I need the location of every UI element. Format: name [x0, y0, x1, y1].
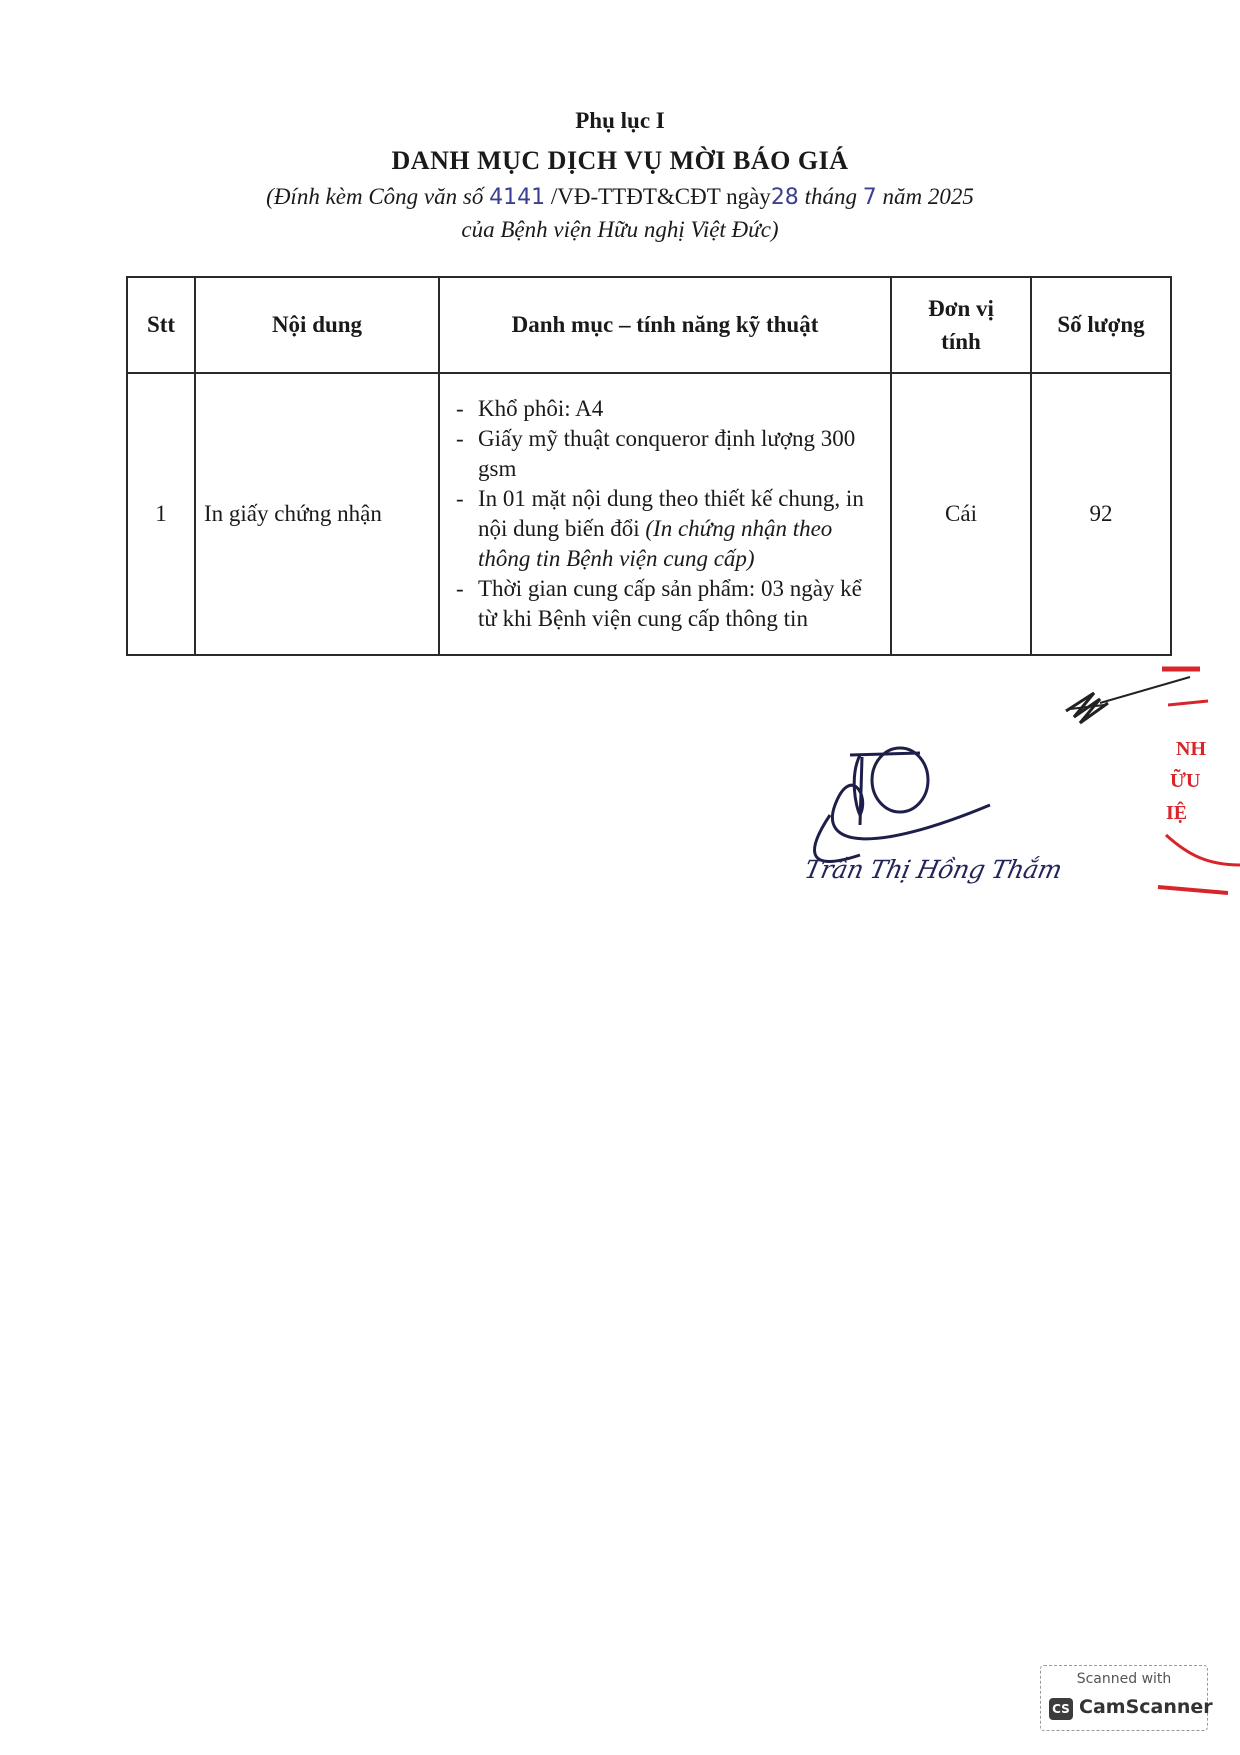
stamp-icon: [1148, 665, 1240, 895]
document-title: DANH MỤC DỊCH VỤ MỜI BÁO GIÁ: [391, 146, 849, 175]
month-label: tháng: [804, 184, 857, 209]
bullet-dash: -: [456, 426, 464, 451]
list-item: [448, 424, 882, 484]
header-quantity: Số lượng: [1031, 277, 1171, 373]
reference-prefix: (Đính kèm Công văn số: [266, 184, 484, 209]
camscanner-badge: [1040, 1665, 1213, 1731]
spec-note: (In chứng nhận theo thông tin Bệnh viện cung cấp): [478, 516, 833, 571]
spec-list: [448, 394, 882, 634]
bullet-dash: -: [456, 576, 464, 601]
issuer-line: của Bệnh viện Hữu nghị Việt Đức): [461, 217, 779, 242]
spec-text: Thời gian cung cấp sản phẩm: 03 ngày kể từ khi Bệnh viện cung cấp thông tin: [478, 576, 862, 631]
signer-name: Trần Thị Hồng Thắm: [801, 855, 1065, 884]
stamp-text-2: ỮU: [1170, 770, 1201, 792]
camscanner-name: CamScanner: [1079, 1696, 1213, 1718]
header-unit-label: Đơn vị tính: [928, 295, 994, 354]
bullet-dash: -: [456, 396, 464, 421]
handwritten-document-number: 4141: [489, 185, 546, 210]
reference-line: [0, 184, 1240, 210]
scanned-with-label: Scanned with: [1076, 1671, 1172, 1687]
handwritten-month: 7: [862, 185, 877, 210]
header-stt: Stt: [127, 277, 195, 373]
stamp-text-1: NH: [1176, 738, 1206, 760]
list-item: [448, 484, 882, 574]
spec-text: Giấy mỹ thuật conqueror định lượng 300 gsm: [478, 426, 856, 481]
handwritten-day: 28: [770, 185, 799, 210]
cell-content: In giấy chứng nhận: [195, 373, 439, 655]
table-header-row: [127, 277, 1171, 373]
header-unit: [891, 277, 1031, 373]
spec-text: Khổ phôi: A4: [478, 396, 604, 421]
list-item: [448, 574, 882, 634]
cell-unit: Cái: [891, 373, 1031, 655]
camscanner-logo-icon: CS: [1049, 1698, 1073, 1720]
cell-stt: 1: [127, 373, 195, 655]
list-item: [448, 394, 882, 424]
reference-code: /VĐ-TTĐT&CĐT ngày: [550, 184, 771, 209]
year-label: năm 2025: [882, 184, 974, 209]
header-content: Nội dung: [195, 277, 439, 373]
service-table: [126, 276, 1172, 656]
table-row: [127, 373, 1171, 655]
spec-text: In 01 mặt nội dung theo thiết kế chung, in nội dung biến đổi: [478, 486, 864, 541]
cell-quantity: 92: [1031, 373, 1171, 655]
header-spec: Danh mục – tính năng kỹ thuật: [439, 277, 891, 373]
cell-spec: [439, 373, 891, 655]
appendix-label: Phụ lục I: [575, 108, 665, 133]
bullet-dash: -: [456, 486, 464, 511]
stamp-text-3: IỆ: [1166, 802, 1188, 824]
